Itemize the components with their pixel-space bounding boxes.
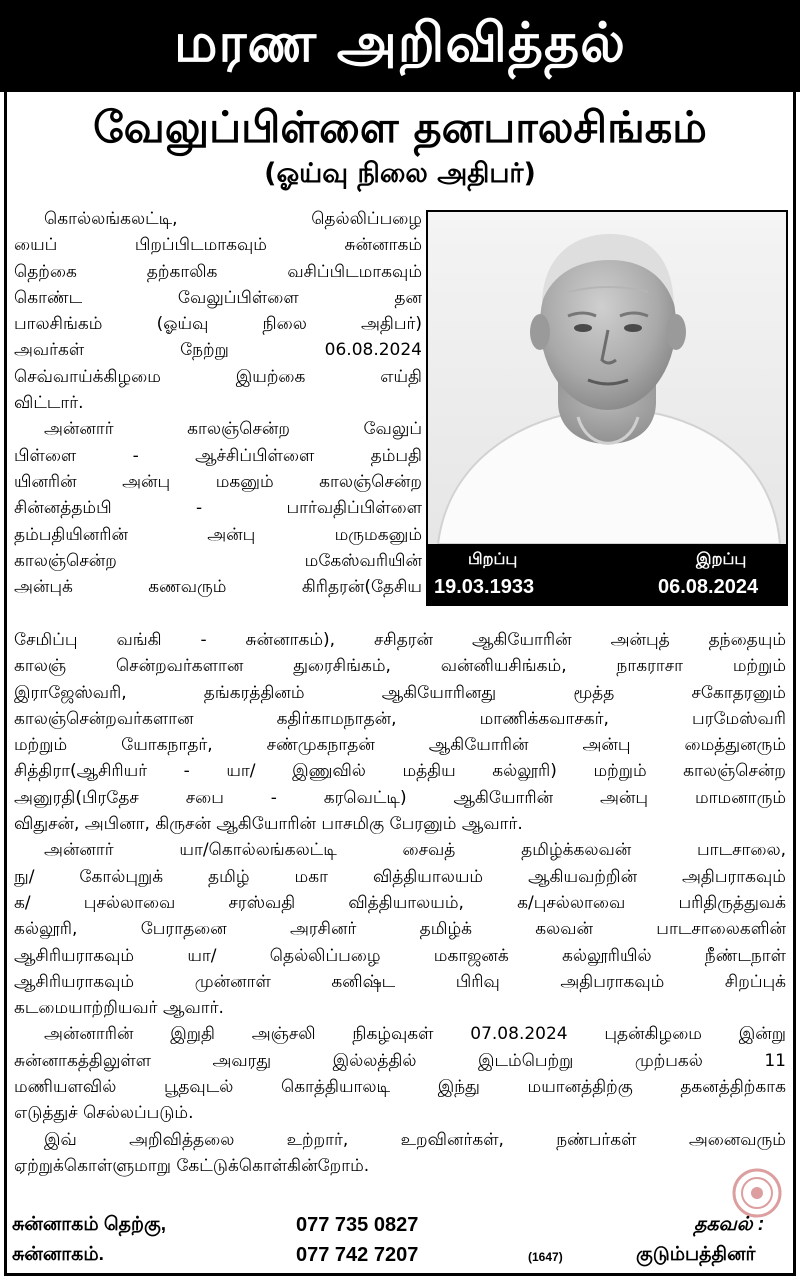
full-width-text	[14, 627, 786, 1179]
text-line: கொண்ட வேலுப்பிள்ளை தன	[14, 287, 422, 308]
text-line: அவர்கள் நேற்று 06.08.2024	[14, 340, 422, 361]
text-line: தம்பதியினரின் அன்பு மருமகனும்	[14, 524, 422, 545]
text-line: ஆசிரியராகவும் யா/ தெல்லிப்பழை மகாஜனக் கல்லூரியில் நீண்டநாள்	[14, 945, 786, 966]
text-line: இவ் அறிவித்தலை உற்றார், உறவினர்கள், நண்பர்கள் அனைவரும்	[44, 1129, 786, 1150]
left-column-text	[14, 206, 422, 600]
text-line: அன்னாரின் இறுதி அஞ்சலி நிகழ்வுகள் 07.08.2024 புதன்கிழமை இன்று	[44, 1024, 786, 1045]
text-line: யைப் பிறப்பிடமாகவும் சுன்னாகம்	[14, 235, 422, 256]
text-line: சேமிப்பு வங்கி - சுன்னாகம்), சசிதரன் ஆகியோரின் அன்புத் தந்தையும்	[14, 630, 786, 650]
text-line: சுன்னாகத்திலுள்ள அவரது இல்லத்தில் இடம்பெற்று முற்பகல் 11	[14, 1050, 786, 1071]
banner-title: மரண அறிவித்தல்	[174, 10, 626, 74]
phone-number-1: 077 735 0827	[296, 1214, 419, 1236]
text-line: காலஞ்சென்றவர்களான கதிர்காமநாதன், மாணிக்கவாசகர், பரமேஸ்வரி	[14, 708, 786, 729]
text-line: அன்னார் யா/கொல்லங்கலட்டி சைவத் தமிழ்க்கலவன் பாடசாலை,	[44, 840, 786, 861]
text-line: க/ புசல்லாவை சரஸ்வதி வித்தியாலயம், க/புசல்லாவை பரிதிருத்துவக்	[14, 892, 786, 913]
text-line: சித்திரா(ஆசிரியர் - யா/ இணுவில் மத்திய கல்லூரி) மற்றும் காலஞ்சென்ற	[14, 761, 786, 782]
deceased-designation: (ஓய்வு நிலை அதிபர்)	[264, 158, 536, 189]
text-line: யினரின் அன்பு மகனும் காலஞ்சென்ற	[14, 471, 422, 492]
text-line: மணியளவில் பூதவுடல் கொத்தியாலடி இந்து மயானத்திற்கு தகனத்திற்காக	[14, 1077, 786, 1098]
text-line: விட்டார்.	[14, 393, 84, 414]
text-line: ஆசிரியராகவும் முன்னாள் கனிஷ்ட பிரிவு அதிபராகவும் சிறப்புக்	[14, 971, 786, 992]
text-line: செவ்வாய்க்கிழமை இயற்கை எய்தி	[14, 366, 422, 387]
text-line: இராஜேஸ்வரி, தங்கரத்தினம் ஆகியோரினது மூத்த சகோதரனும்	[14, 682, 786, 703]
text-line: அனுரதி(பிரதேச சபை - கரவெட்டி) ஆகியோரின் அன்பு மாமனாரும்	[14, 787, 786, 808]
deceased-name: வேலுப்பிள்ளை தனபாலசிங்கம்	[93, 103, 707, 153]
family-label: குடும்பத்தினர்	[636, 1244, 756, 1265]
birth-date: 19.03.1933	[434, 576, 535, 598]
text-line: மற்றும் யோகநாதர், சண்முகநாதன் ஆகியோரின் அன்பு மைத்துனரும்	[14, 735, 786, 756]
text-line: தெற்கை தற்காலிக வசிப்பிடமாகவும்	[14, 261, 422, 282]
reference-code: (1647)	[528, 1250, 563, 1264]
text-line: கொல்லங்கலட்டி, தெல்லிப்பழை	[44, 209, 422, 229]
death-label: இறப்பு	[696, 551, 747, 568]
info-label: தகவல் :	[694, 1214, 765, 1235]
text-line: பாலசிங்கம் (ஓய்வு நிலை அதிபர்)	[14, 314, 422, 335]
text-line: சின்னத்தம்பி - பார்வதிப்பிள்ளை	[14, 498, 422, 519]
death-date: 06.08.2024	[658, 576, 759, 598]
text-line: எடுத்துச் செல்லப்படும்.	[14, 1103, 194, 1124]
text-line: விதுசன், அபினா, கிருசன் ஆகியோரின் பாசமிகு பேரனும் ஆவார்.	[14, 814, 523, 835]
portrait-block	[426, 210, 788, 606]
text-line: அன்புக் கணவரும் கிரிதரன்(தேசிய	[14, 577, 422, 598]
text-line: காலஞ்சென்ற மகேஸ்வரியின்	[14, 550, 422, 571]
watermark-seal-icon	[732, 1168, 782, 1218]
text-line: நு/ கோல்புறுக் தமிழ் மகா வித்தியாலயம் ஆகியவற்றின் அதிபராகவும்	[14, 866, 786, 887]
text-line: பிள்ளை - ஆச்சிப்பிள்ளை தம்பதி	[14, 445, 422, 466]
text-line: ஏற்றுக்கொள்ளுமாறு கேட்டுக்கொள்கின்றோம்.	[14, 1155, 370, 1176]
phone-number-2: 077 742 7207	[296, 1244, 419, 1266]
address-line-1: சுன்னாகம் தெற்கு,	[12, 1214, 167, 1235]
text-line: கடமையாற்றியவர் ஆவார்.	[14, 998, 224, 1019]
text-line: கல்லூரி, பேராதனை அரசினர் தமிழ்க் கலவன் பாடசாலைகளின்	[14, 919, 786, 940]
birth-label: பிறப்பு	[468, 551, 518, 568]
text-line: அன்னார் காலஞ்சென்ற வேலுப்	[44, 419, 422, 440]
address-line-2: சுன்னாகம்.	[12, 1244, 104, 1265]
portrait-photo	[428, 212, 786, 544]
text-line: காலஞ் சென்றவர்களான துரைசிங்கம், வன்னியசிங்கம், நாகராசா மற்றும்	[14, 656, 786, 677]
notice-banner	[0, 0, 800, 92]
